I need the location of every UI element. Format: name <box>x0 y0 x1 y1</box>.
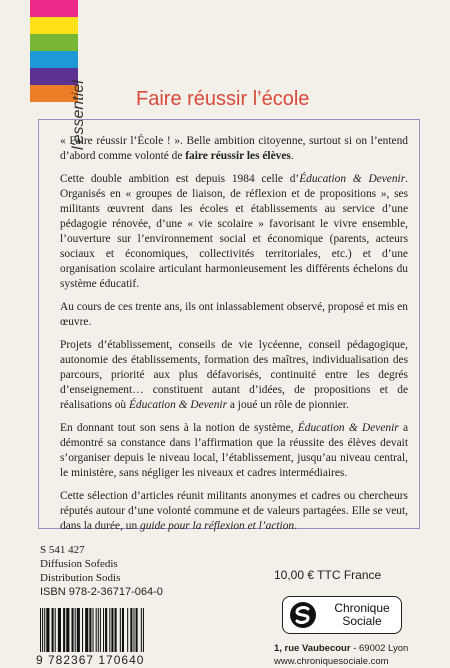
barcode-bar <box>93 608 94 652</box>
barcode-bar <box>98 608 99 652</box>
publisher-address <box>274 642 408 668</box>
barcode-bar <box>136 608 138 652</box>
catalog-code: S 541 427 <box>40 544 85 556</box>
blurb-run: a joué un rôle de pionnier. <box>227 399 349 411</box>
blurb-text <box>60 134 408 542</box>
publisher-name <box>323 602 401 628</box>
website-link[interactable]: www.chroniquesociale.com <box>274 656 389 667</box>
barcode-bar <box>115 608 117 652</box>
blurb-run: a démontré sa constance dans l’affirmation que la réussite des élèves devait s’organiser depuis le niveau local, l’établissement, jusqu’au niveau central, le ministère, sans négliger les niveaux et cadres intermédiaires. <box>60 422 409 479</box>
publisher-logo-icon <box>289 601 317 629</box>
blurb-run: Éducation & Devenir <box>128 399 228 411</box>
barcode-bar <box>72 608 74 652</box>
barcode-bar <box>82 608 83 652</box>
distribution-line: Distribution Sodis <box>40 572 121 584</box>
barcode-bar <box>141 608 142 652</box>
blurb-run: . <box>294 520 297 532</box>
barcode-bar <box>85 608 88 652</box>
blurb-paragraph-4 <box>60 338 408 413</box>
street-address: 1, rue Vaubecour <box>274 643 351 654</box>
barcode-bar <box>89 608 91 652</box>
colophon <box>40 543 163 599</box>
barcode-bar <box>40 608 41 652</box>
blurb-paragraph-1 <box>60 134 408 164</box>
blurb-run: guide pour la réflexion et l’action <box>140 520 295 532</box>
barcode-bar <box>111 608 113 652</box>
diffusion-line: Diffusion Sofedis <box>40 558 118 570</box>
city-address: - 69002 Lyon <box>350 643 409 654</box>
publisher-name-line2: Sociale <box>342 614 382 628</box>
barcode-bar <box>44 608 45 652</box>
blurb-run: Éducation & Devenir <box>299 173 406 185</box>
color-stripe-1 <box>30 0 78 17</box>
barcode-bar <box>55 608 56 652</box>
barcode-bar <box>133 608 134 652</box>
blurb-run: . <box>290 150 294 162</box>
blurb-paragraph-3 <box>60 300 408 330</box>
barcode-bar <box>109 608 110 652</box>
barcode-bar <box>42 608 43 652</box>
barcode-bar <box>103 608 104 652</box>
barcode-bar <box>122 608 124 652</box>
series-label: l'essentiel <box>70 80 87 150</box>
barcode-bar <box>96 608 97 652</box>
barcode-bar <box>100 608 101 652</box>
color-stripe-3 <box>30 34 78 51</box>
barcode-bar <box>75 608 76 652</box>
blurb-run: « Faire réussir l’École ! ». Belle ambition citoyenne, surtout si on l’entend d’abord comme volonté de <box>60 135 408 162</box>
blurb-run: . Organisés en « groupes de liaison, de réflexion et de propositions », ses militants œuvrent dans les écoles et établissements au service d’une pédagogie rénovée, d’une « vie scolaire » favorisant le vivre ensemble, l’ouverture sur l’environnement social et économique (parents, acteurs sociaux et économiques, collectivités territoriales, etc.) et d’une organisation scolaire articulant harmonieusement les différents échelons du système éducatif. <box>60 173 408 290</box>
isbn-line: ISBN 978-2-36717-064-0 <box>40 586 163 598</box>
blurb-run: Éducation & Devenir <box>297 422 399 434</box>
barcode-bar <box>46 608 49 652</box>
publisher-logo-box <box>282 596 402 634</box>
barcode-bar <box>63 608 65 652</box>
barcode-bar <box>66 608 69 652</box>
blurb-run: Au cours de ces trente ans, ils ont inlassablement observé, proposé et mis en œuvre. <box>60 301 408 328</box>
price: 10,00 € TTC France <box>274 568 382 582</box>
book-title: Faire réussir l’école <box>136 88 310 110</box>
blurb-run: Cette sélection d’articles réunit militants anonymes et cadres ou chercheurs réputés autour d’une volonté commune et de valeurs partagées. Elle se veut, dans la durée, un <box>60 490 408 532</box>
blurb-paragraph-5 <box>60 421 408 481</box>
blurb-paragraph-6 <box>60 489 408 534</box>
barcode-number: 9 782367 170640 <box>36 653 145 667</box>
address-line <box>274 642 408 655</box>
barcode-bar <box>58 608 61 652</box>
color-stripe-2 <box>30 17 78 34</box>
barcode-bar <box>130 608 132 652</box>
barcode-bar <box>77 608 80 652</box>
barcode <box>36 608 200 667</box>
blurb-paragraph-2 <box>60 172 408 292</box>
barcode-bar <box>143 608 144 652</box>
barcode-bar <box>120 608 121 652</box>
blurb-run: Cette double ambition est depuis 1984 celle d’ <box>60 173 300 185</box>
blurb-run: En donnant tout son sens à la notion de système, <box>60 422 298 434</box>
blurb-run: faire réussir les élèves <box>185 150 291 162</box>
barcode-bar <box>127 608 128 652</box>
publisher-name-line1: Chronique <box>334 601 390 615</box>
barcode-bar <box>105 608 107 652</box>
blurb-run: Projets d’établissement, conseils de vie lycéenne, conseil pédagogique, autonomie des établissements, formation des maîtres, individualisation des parcours, priorité aux plus défavorisés, continuité entre les degrés d’enseignement… constituent autant d’idées, de propositions et de réalisations où <box>60 339 408 411</box>
barcode-bars <box>36 608 196 652</box>
barcode-bar <box>52 608 54 652</box>
